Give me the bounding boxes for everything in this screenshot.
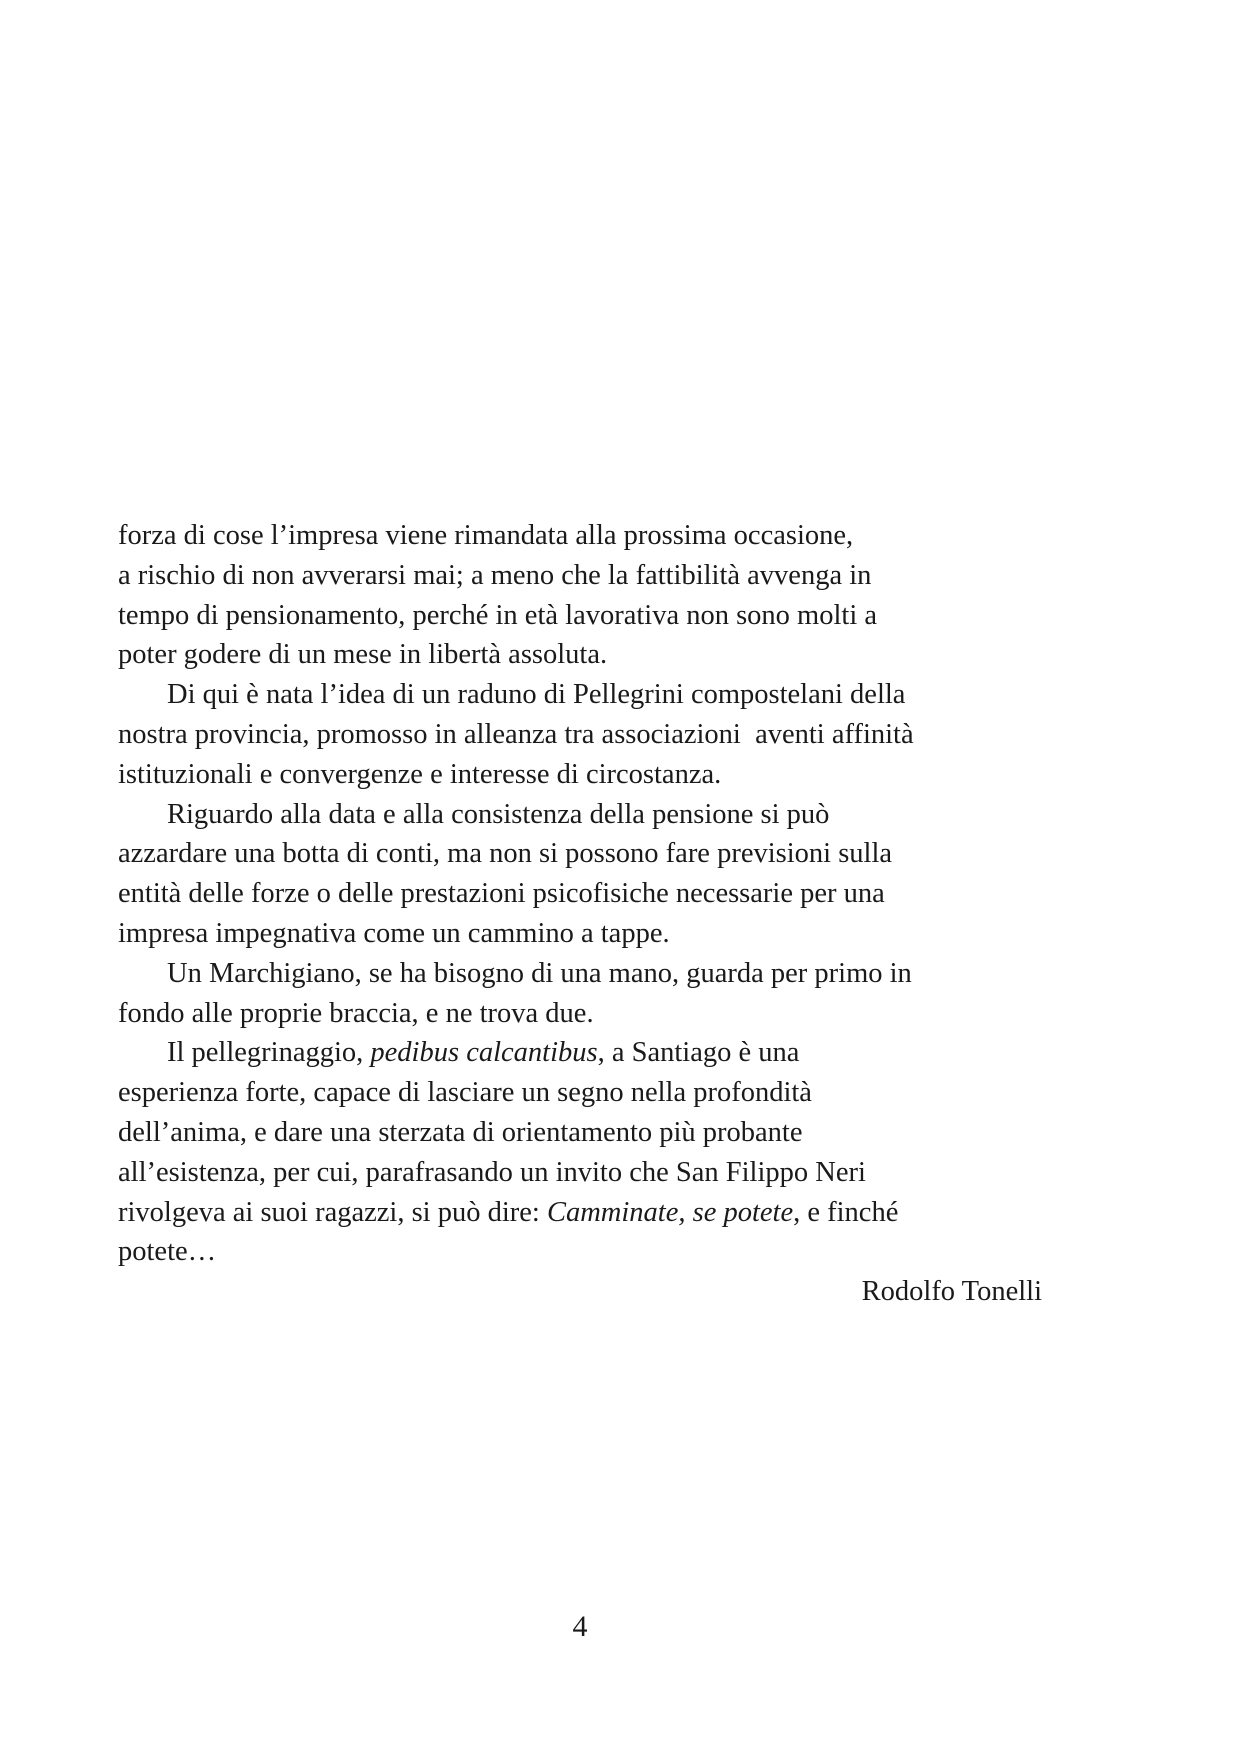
- text-run: rivolgeva ai suoi ragazzi, si può dire:: [118, 1196, 547, 1228]
- text-line: forza di cose l’impresa viene rimandata alla prossima occasione,: [118, 520, 854, 551]
- text-line: Riguardo alla data e alla consistenza della pensione si può: [167, 798, 830, 830]
- page-number: 4: [572, 1610, 588, 1643]
- text-run: , e finché: [793, 1196, 899, 1228]
- text-line: Di qui è nata l’idea di un raduno di Pellegrini compostelani della: [167, 679, 906, 711]
- text-run: , a Santiago è una: [597, 1037, 800, 1069]
- paragraph-1: [118, 516, 1048, 675]
- text-line: nostra provincia, promosso in alleanza tra associazioni aventi affinità: [118, 718, 914, 750]
- text-line: tempo di pensionamento, perché in età lavorativa non sono molti a: [118, 599, 878, 631]
- text-line: istituzionali e convergenze e interesse di circostanza.: [118, 758, 722, 790]
- text-line: Un Marchigiano, se ha bisogno di una mano, guarda per primo in: [167, 957, 912, 989]
- text-line: entità delle forze o delle prestazioni psicofisiche necessarie per una: [118, 878, 885, 910]
- text-line: a rischio di non avverarsi mai; a meno che la fattibilità avvenga in: [118, 559, 872, 591]
- paragraph-5: [118, 1033, 1048, 1272]
- paragraph-4: [118, 954, 1048, 1034]
- text-line: fondo alle proprie braccia, e ne trova due.: [118, 997, 594, 1029]
- latin-phrase: pedibus calcantibus: [370, 1037, 598, 1069]
- text-line: potete…: [118, 1236, 217, 1268]
- text-line: azzardare una botta di conti, ma non si possono fare previsioni sulla: [118, 838, 893, 870]
- author-signature: Rodolfo Tonelli: [861, 1276, 1042, 1308]
- text-line: all’esistenza, per cui, parafrasando un invito che San Filippo Neri: [118, 1156, 866, 1188]
- quoted-phrase: Camminate, se potete: [546, 1196, 794, 1228]
- text-line: dell’anima, e dare una sterzata di orientamento più probante: [118, 1116, 803, 1148]
- text-line: esperienza forte, capace di lasciare un segno nella profondità: [118, 1077, 812, 1109]
- paragraph-2: [118, 675, 1048, 794]
- text-run: Il pellegrinaggio,: [167, 1037, 371, 1069]
- text-line: poter godere di un mese in libertà assoluta.: [118, 639, 608, 671]
- body-text: [118, 516, 1048, 1312]
- text-line: [118, 1033, 1048, 1073]
- text-line: impresa impegnativa come un cammino a tappe.: [118, 917, 670, 949]
- text-line: [118, 1193, 1048, 1233]
- paragraph-3: [118, 795, 1048, 954]
